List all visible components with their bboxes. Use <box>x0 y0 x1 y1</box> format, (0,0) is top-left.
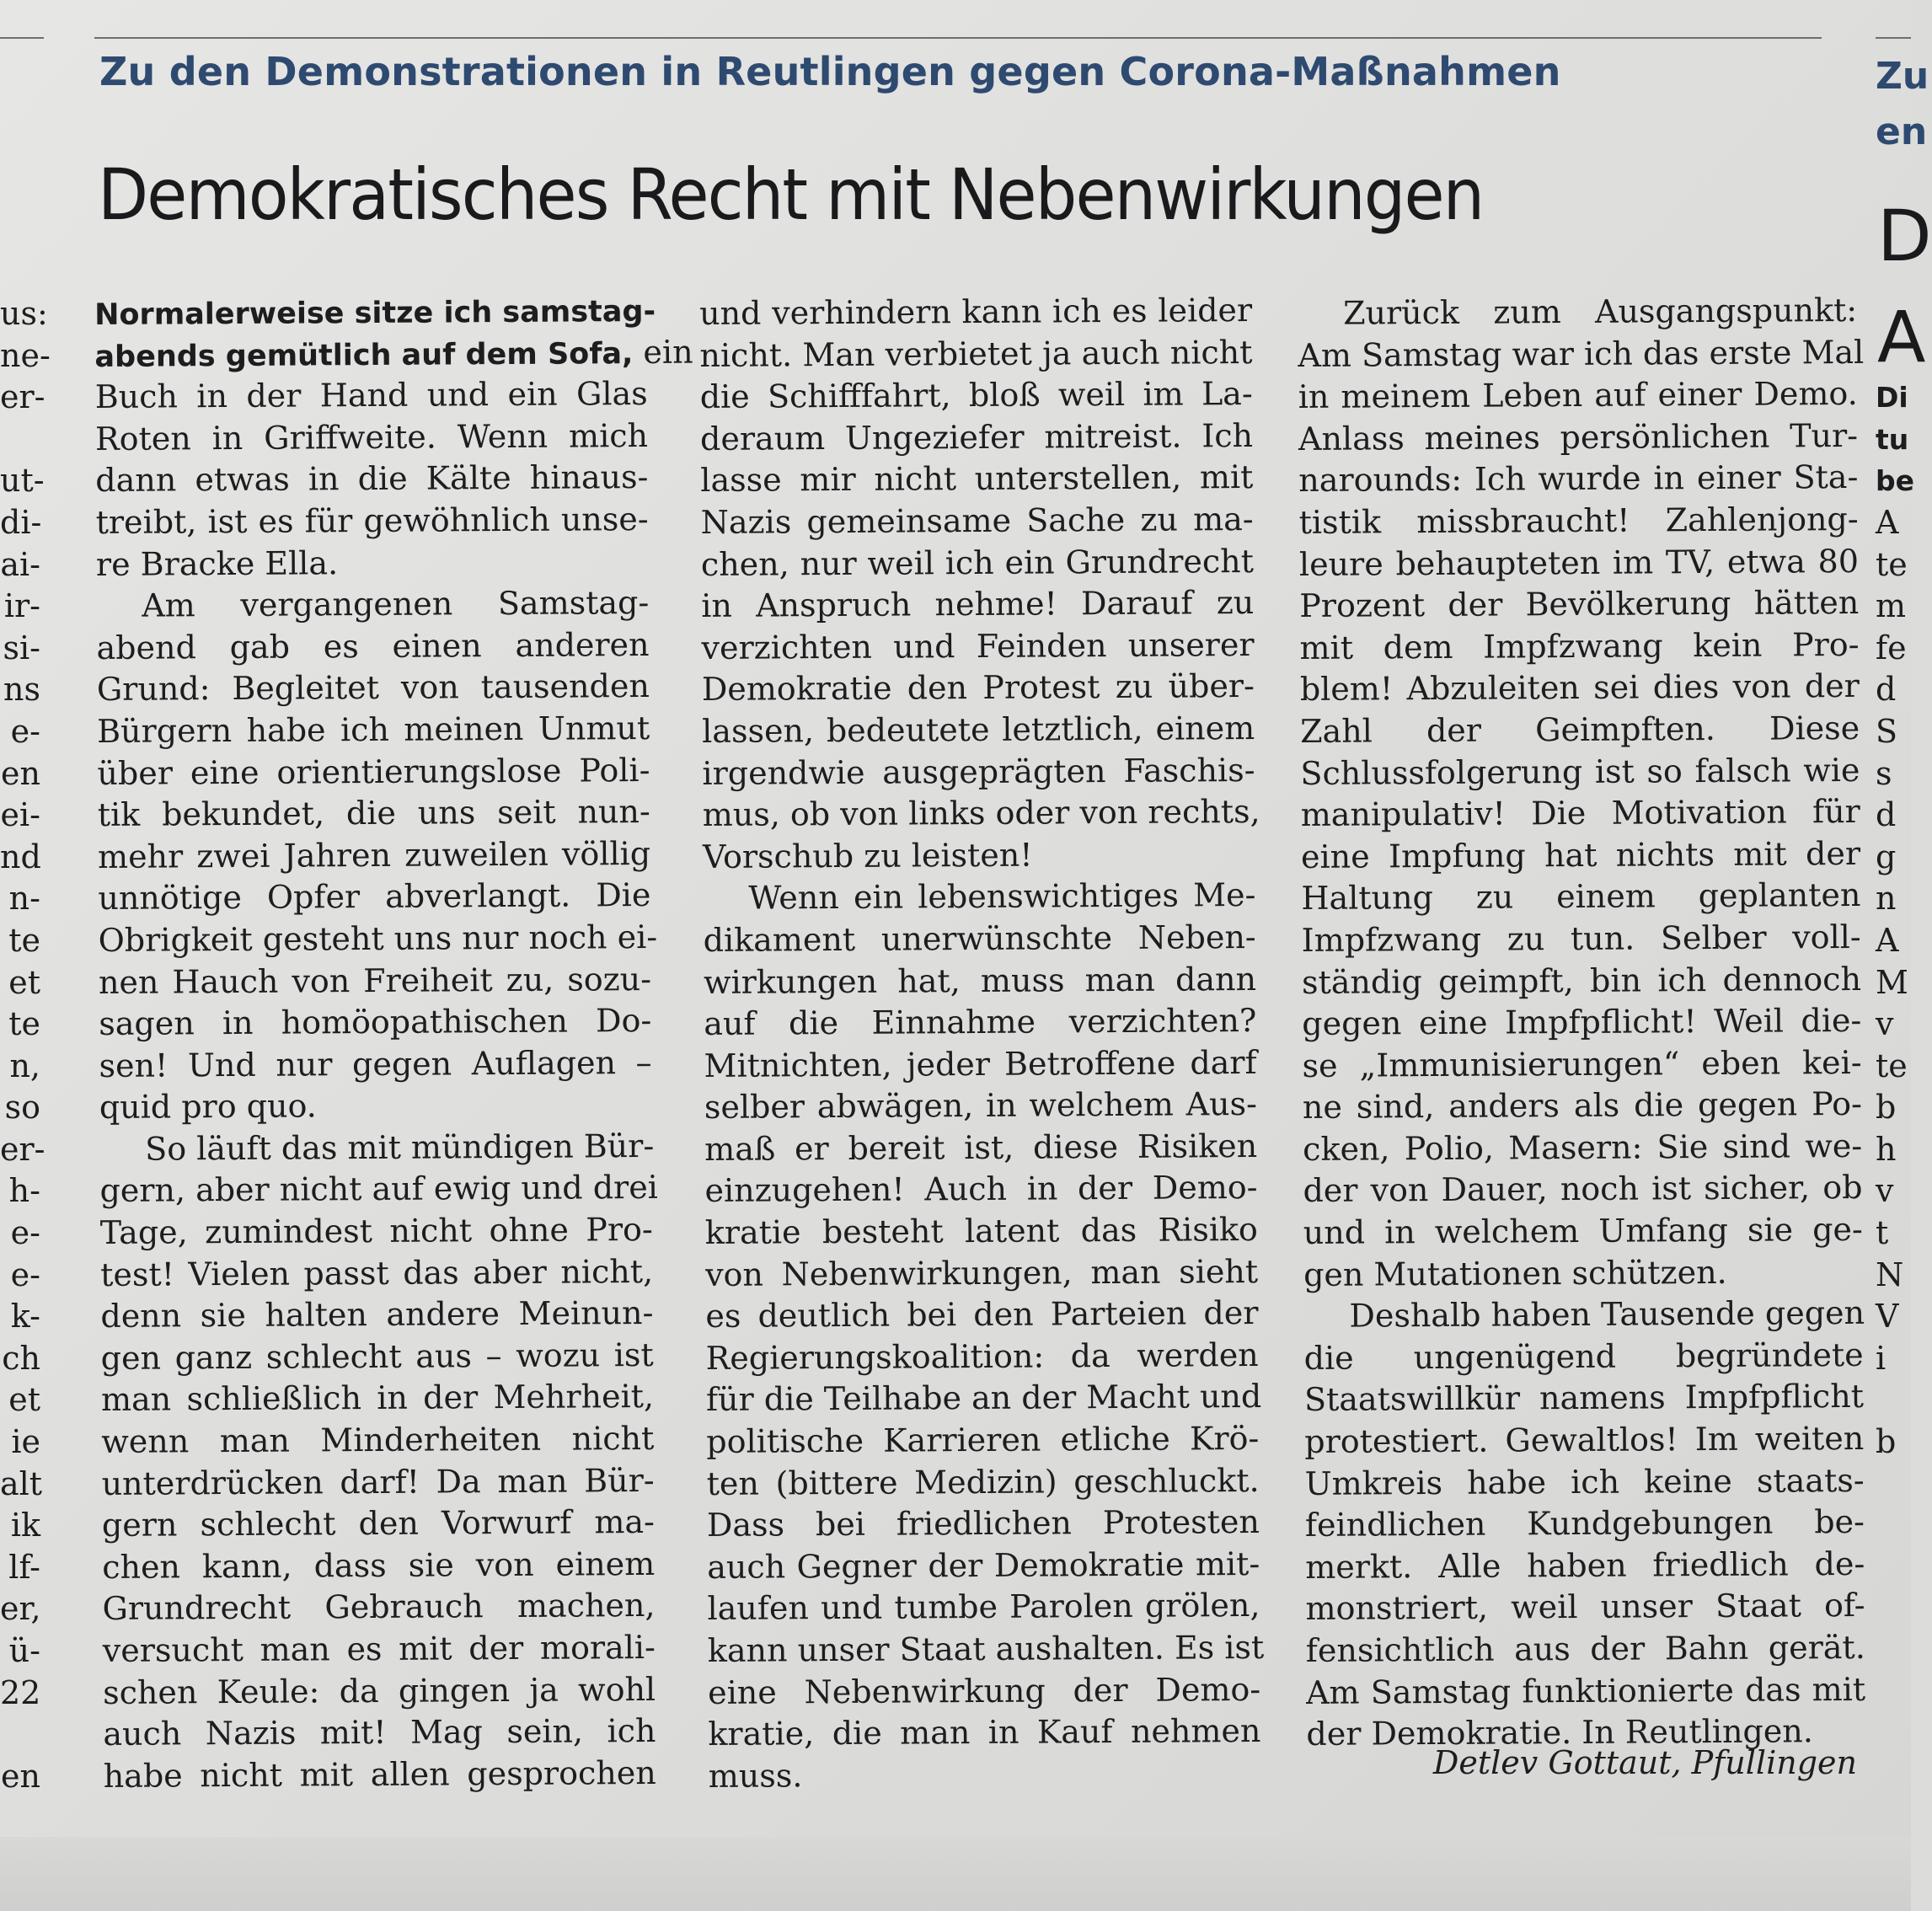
text-line: maß er bereit ist, diese Risiken <box>704 1127 1258 1168</box>
fragment-line <box>1876 335 1911 377</box>
fragment-headline-line: A <box>1877 296 1926 378</box>
text-line: manipulativ! Die Motivation für <box>1300 793 1860 834</box>
fragment-line: e- <box>10 1214 40 1252</box>
text-line: nicht. Man verbietet ja auch nicht <box>699 333 1253 374</box>
text-line: Staatswillkür namens Impfpflicht <box>1303 1378 1865 1419</box>
text-line: politische Karrieren etliche Krö- <box>706 1419 1260 1461</box>
fragment-line <box>1876 293 1911 335</box>
text-line: ten (bittere Medizin) geschluckt. <box>706 1461 1260 1502</box>
fragment-line: te <box>8 921 40 959</box>
text-line: nen Hauch von Freiheit zu, sozu- <box>98 960 652 1001</box>
fragment-line: s <box>1876 754 1892 792</box>
text-line: mus, ob von links oder von rechts, <box>702 793 1260 834</box>
fragment-line: ut- <box>0 462 45 500</box>
fragment-line: fe <box>1876 629 1907 666</box>
text-line: Bürgern habe ich meinen Unmut <box>97 709 650 750</box>
text-line: Zahl der Geimpften. Diese <box>1300 709 1860 750</box>
text-line: der Demokratie. In Reutlingen. <box>1306 1712 1813 1753</box>
text-line: deraum Ungeziefer mitreist. Ich <box>699 416 1254 458</box>
text-line: kratie, die man in Kauf nehmen <box>708 1712 1261 1753</box>
fragment-line: n- <box>8 880 40 918</box>
text-line: Regierungskoalition: da werden <box>705 1336 1259 1377</box>
fragment-line: N <box>1876 1255 1904 1293</box>
headline: Demokratisches Recht mit Nebenwirkungen <box>98 153 1484 236</box>
fragment-line: S <box>1876 712 1898 750</box>
fragment-line: M <box>1876 963 1908 1001</box>
text-line: muss. <box>708 1757 803 1795</box>
text-line: Grund: Begleitet von tausenden <box>96 667 650 709</box>
text-line: über eine orientierungslose Poli- <box>97 751 650 792</box>
fragment-line: ch <box>2 1339 40 1377</box>
fragment-line: si- <box>3 629 40 666</box>
text-line: unnötige Opfer abverlangt. Die <box>98 876 651 918</box>
adjacent-article-right-kicker <box>1876 49 1929 160</box>
text-line: Obrigkeit gesteht uns nur noch ei- <box>98 918 658 959</box>
text-line: es deutlich bei den Parteien der <box>705 1294 1259 1336</box>
text-line: cken, Polio, Masern: Sie sind we- <box>1303 1127 1863 1168</box>
text-line: auch Nazis mit! Mag sein, ich <box>103 1712 656 1753</box>
fragment-line: ne- <box>0 336 51 374</box>
fragment-line: Di <box>1876 381 1908 415</box>
fragment-line: v <box>1876 1172 1894 1210</box>
text-line: Grundrecht Gebrauch machen, <box>102 1587 656 1628</box>
text-line: Am Samstag funktionierte das mit <box>1306 1670 1866 1711</box>
text-line: Am Samstag war ich das erste Mal <box>1298 333 1865 374</box>
text-line: Schlussfolgerung ist so falsch wie <box>1300 751 1860 792</box>
text-line: mit dem Impfzwang kein Pro- <box>1299 625 1860 666</box>
fragment-line: d <box>1876 796 1897 834</box>
text-line: gern, aber nicht auf ewig und drei <box>99 1169 659 1210</box>
letter-author: Detlev Gottaut, Pfullingen <box>1432 1744 1857 1781</box>
text-line: gegen eine Impfpflicht! Weil die- <box>1302 1002 1862 1043</box>
fragment-line: k- <box>10 1298 40 1336</box>
page-bottom-margin <box>0 1837 1911 1911</box>
fragment-line: alt <box>0 1464 43 1502</box>
text-line: versucht man es mit der morali- <box>102 1628 656 1669</box>
text-line: unterdrücken darf! Da man Bür- <box>101 1461 655 1502</box>
fragment-line: 22 <box>0 1673 41 1711</box>
adjacent-article-right-fragment <box>1876 293 1915 1464</box>
text-line: gen ganz schlecht aus – wozu ist <box>100 1336 654 1377</box>
top-rule-left <box>0 37 44 39</box>
text-line: treibt, ist es für gewöhnlich unse- <box>95 500 649 541</box>
text-line: Umkreis habe ich keine staats- <box>1304 1461 1865 1502</box>
text-line: schen Keule: da gingen ja wohl <box>103 1670 656 1711</box>
text-line: merkt. Alle haben friedlich de- <box>1305 1544 1865 1586</box>
text-line: verzichten und Feinden unserer <box>701 625 1255 666</box>
fragment-line: t <box>1876 1214 1889 1252</box>
fragment-line: e- <box>10 712 40 750</box>
fragment-line: et <box>8 963 40 1001</box>
text-line: in Anspruch nehme! Darauf zu <box>701 584 1255 625</box>
fragment-line: ie <box>11 1423 40 1461</box>
text-line: monstriert, weil unser Staat of- <box>1305 1587 1865 1628</box>
text-line: tik bekundet, die uns seit nun- <box>97 793 650 834</box>
text-line: der von Dauer, noch ist sicher, ob <box>1303 1169 1863 1210</box>
text-line: dikament unerwünschte Neben- <box>703 918 1256 959</box>
fragment-line: so <box>4 1089 40 1127</box>
text-line <box>94 332 693 377</box>
fragment-line: te <box>1876 1046 1908 1084</box>
fragment-line: n, <box>9 1046 40 1084</box>
fragment-line: lf- <box>8 1548 40 1586</box>
text-line: Anlass meines persönlichen Tur- <box>1298 416 1859 458</box>
text-line: wirkungen hat, muss man dann <box>703 960 1257 1001</box>
text-line: fensichtlich aus der Bahn gerät. <box>1305 1628 1865 1669</box>
text-line: dann etwas in die Kälte hinaus- <box>95 458 649 500</box>
lead-in-text: abends gemütlich auf dem Sofa, <box>94 336 634 374</box>
fragment-line: b <box>1876 1423 1897 1461</box>
text-line: test! Vielen passt das aber nicht, <box>99 1252 654 1293</box>
text-line: auf die Einnahme verzichten? <box>704 1002 1257 1043</box>
fragment-line: ai- <box>0 545 40 583</box>
text-line: ständig geimpft, bin ich dennoch <box>1301 960 1862 1001</box>
fragment-line: v <box>1876 1005 1894 1043</box>
fragment-line: te <box>1876 545 1908 583</box>
fragment-line: er- <box>0 1130 45 1168</box>
text-line: Tage, zumindest nicht ohne Pro- <box>99 1211 653 1252</box>
fragment-kicker-line: en <box>1876 110 1928 153</box>
fragment-headline-line: D <box>1877 195 1932 277</box>
fragment-line: en <box>1 754 40 792</box>
text-line: kratie besteht latent das Risiko <box>704 1211 1258 1252</box>
text-line: lassen, bedeutete letztlich, einem <box>702 709 1255 750</box>
fragment-line: ir- <box>3 587 40 625</box>
fragment-line: h <box>1876 1130 1897 1168</box>
fragment-line: V <box>1876 1298 1899 1336</box>
text-line: die ungenügend begründete <box>1303 1336 1864 1377</box>
fragment-line: i <box>1876 1339 1887 1377</box>
fragment-line: n <box>1876 880 1897 918</box>
fragment-line <box>0 1714 40 1756</box>
text-line: mehr zwei Jahren zuweilen völlig <box>97 834 651 875</box>
text-line <box>94 290 656 335</box>
adjacent-article-left-fragment <box>0 293 51 1797</box>
text-line: Dass bei friedlichen Protesten <box>706 1503 1260 1544</box>
fragment-line <box>1876 1379 1911 1421</box>
text-line: gen Mutationen schützen. <box>1303 1253 1727 1293</box>
text-line: kann unser Staat aushalten. Es ist <box>707 1628 1265 1669</box>
text-line: Deshalb haben Tausende gegen <box>1349 1294 1865 1335</box>
text-line: leure behaupteten im TV, etwa 80 <box>1298 542 1860 583</box>
fragment-line: e- <box>10 1255 40 1293</box>
fragment-line: di- <box>0 503 42 541</box>
fragment-line: er, <box>0 1590 41 1628</box>
text-line: se „Immunisierungen“ eben kei- <box>1302 1043 1862 1084</box>
fragment-line: b <box>1876 1089 1897 1127</box>
text-line: wenn man Minderheiten nicht <box>101 1419 655 1461</box>
text-line: man schließlich in der Mehrheit, <box>100 1378 655 1419</box>
text-line: Haltung zu einem geplanten <box>1301 876 1861 918</box>
text-line: gern schlecht den Vorwurf ma- <box>101 1503 656 1544</box>
text-line: irgendwie ausgeprägten Faschis- <box>702 751 1255 792</box>
text-line: Am vergangenen Samstag- <box>142 584 650 624</box>
fragment-line <box>0 419 40 461</box>
text-line: Zurück zum Ausgangspunkt: <box>1343 291 1858 332</box>
text-line: und in welchem Umfang sie ge- <box>1303 1210 1863 1252</box>
text-line: tistik missbraucht! Zahlenjong- <box>1298 500 1859 541</box>
text-line: sagen in homöopathischen Do- <box>99 1002 652 1043</box>
text-line: Prozent der Bevölkerung hätten <box>1299 584 1860 625</box>
text-line: von Nebenwirkungen, man sieht <box>704 1252 1259 1293</box>
text-line: in meinem Leben auf einer Demo. <box>1298 375 1858 416</box>
text-line: blem! Abzuleiten sei dies von der <box>1299 667 1860 709</box>
text-line: sen! Und nur gegen Auflagen – <box>99 1043 652 1084</box>
fragment-line: h- <box>8 1172 40 1210</box>
fragment-line: us: <box>0 295 48 332</box>
fragment-line: tu <box>1876 422 1909 456</box>
text-line: chen kann, dass sie von einem <box>102 1544 656 1586</box>
fragment-line: be <box>1876 464 1915 498</box>
text-line: Roten in Griffweite. Wenn mich <box>94 416 649 458</box>
text-line: auch Gegner der Demokratie mit- <box>707 1544 1260 1586</box>
fragment-line: en <box>1 1757 40 1795</box>
text-line: laufen und tumbe Parolen grölen, <box>707 1587 1260 1628</box>
fragment-line: d <box>1876 671 1897 709</box>
article-column-1 <box>94 290 693 1797</box>
text-line: quid pro quo. <box>99 1087 317 1127</box>
fragment-line: A <box>1876 503 1899 541</box>
text-line: habe nicht mit allen gesprochen <box>103 1753 656 1795</box>
top-rule-right <box>1876 37 1911 39</box>
text-line: narounds: Ich wurde in einer Sta- <box>1298 458 1859 500</box>
fragment-line: ü- <box>8 1632 40 1669</box>
text-line: re Bracke Ella. <box>95 543 339 583</box>
text-line: Mitnichten, jeder Betroffene darf <box>704 1043 1257 1084</box>
text-line: und verhindern kann ich es leider <box>699 291 1253 332</box>
fragment-line: ns <box>3 671 40 709</box>
fragment-line: ei- <box>0 796 40 834</box>
lead-in-text: Normalerweise sitze ich samstag- <box>94 294 656 332</box>
text-line: lasse mir nicht unterstellen, mit <box>700 458 1254 500</box>
text-line: Wenn ein lebenswichtiges Me- <box>748 876 1256 917</box>
fragment-line: ik <box>10 1507 40 1544</box>
text-line: Buch in der Hand und ein Glas <box>94 375 648 416</box>
fragment-line: g <box>1876 838 1897 875</box>
text-line: chen, nur weil ich ein Grundrecht <box>700 542 1255 583</box>
text-line: Vorschub zu leisten! <box>702 836 1033 875</box>
fragment-line: et <box>8 1381 40 1419</box>
fragment-line: nd <box>0 838 41 875</box>
text-line: abend gab es einen anderen <box>96 625 650 666</box>
article-column-3 <box>1298 290 1866 1756</box>
text-line: ne sind, anders als die gegen Po- <box>1302 1085 1863 1127</box>
text-line: die Schifffahrt, bloß weil im La- <box>699 375 1253 416</box>
text-line: So läuft das mit mündigen Bür- <box>145 1127 655 1168</box>
fragment-line: er- <box>0 378 45 416</box>
text-run: ein <box>633 333 693 371</box>
article-column-2 <box>699 290 1265 1797</box>
text-line: einzugehen! Auch in der Demo- <box>704 1169 1258 1210</box>
text-line: Nazis gemeinsame Sache zu ma- <box>700 500 1254 541</box>
fragment-line: te <box>8 1005 40 1043</box>
text-line: denn sie halten andere Meinun- <box>100 1294 654 1336</box>
text-line: Demokratie den Protest zu über- <box>701 667 1255 709</box>
text-line: für die Teilhabe an der Macht und <box>705 1378 1262 1419</box>
top-rule <box>94 37 1822 39</box>
text-line: selber abwägen, in welchem Aus- <box>704 1085 1258 1127</box>
fragment-kicker-line: Zu <box>1876 55 1929 98</box>
text-line: feindlichen Kundgebungen be- <box>1304 1503 1865 1544</box>
text-line: protestiert. Gewaltlos! Im weiten <box>1304 1419 1865 1461</box>
fragment-line: A <box>1876 921 1899 959</box>
kicker: Zu den Demonstrationen in Reutlingen gegen Corona-Maßnahmen <box>99 49 1561 94</box>
text-line: eine Nebenwirkung der Demo- <box>708 1670 1261 1711</box>
text-line: Impfzwang zu tun. Selber voll- <box>1301 918 1861 959</box>
fragment-line: m <box>1876 587 1907 625</box>
text-line: eine Impfung hat nichts mit der <box>1300 834 1861 875</box>
